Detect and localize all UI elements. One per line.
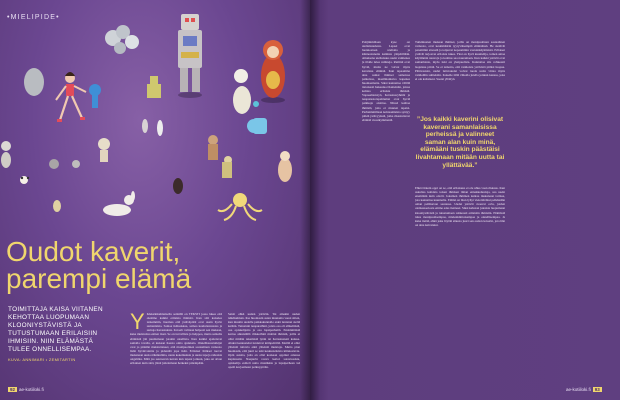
doll-figurine bbox=[56, 72, 86, 122]
folio-left bbox=[8, 387, 44, 392]
pull-quote: ”Jos kaikki kaverini olisivat kaverani samanlaisissa perheissä ja valinneet saman alan kuin minä, elämääni tuskin päästäisi livahtamaan mitään uutta tai yllättävää.” bbox=[415, 116, 505, 169]
robot-figurine bbox=[178, 14, 202, 92]
site-left: ae-kotiiloki.fi bbox=[19, 387, 44, 392]
page-number-right: 93 bbox=[594, 387, 600, 392]
body-column-4 bbox=[415, 40, 505, 112]
figurines-photo bbox=[0, 0, 310, 240]
octopus-figurine bbox=[218, 193, 262, 220]
folio-right bbox=[566, 387, 602, 392]
matryoshka-figurine bbox=[261, 40, 285, 98]
body-column-1 bbox=[130, 312, 222, 384]
body-column-3 bbox=[362, 40, 410, 384]
body-column-2 bbox=[228, 312, 300, 384]
site-right: ae-kotiiloki.fi bbox=[566, 387, 591, 392]
body-text-1: hdeksänkulmaisella seinällä on TEKSTI jossa lukee että olemme kaikki erilaisia ihmisiä. Kun sitä katselee tarkemmin, huomaa että ystäväpiirit ovat usein hyvin samanlaisia. Samaa ikäluokkaa, samaa koulutustaustaa ja samoja harrastuksia. Kaverit valitaan helposti sen mukaan, kuka muistuttaa eniten itseä. Se on turvallista ja helppoa, mutta samalla elämästä jää puuttumaan jotakin oleellista. Kun kaikki ajattelevat samalla tavalla, ei kukaan haasta omia ajatuksia. Onnellisuustutkijat ovat jo pitkään muistuttaneet, että monipuolinen sosiaalinen verkosto lisää hyvinvointia ja pidentää jopa ikää. Erilaiset ihmiset tuovat mukanaan uusia näkökulmia, uusia kokemuksia ja uusia tapoja ratkaista ongelmia. Mitä jos seuraavan kerran kun tapaat jonkun, joka on aivan erilainen kuin sinä, jäisit juttelemaan hetkeksi pidempään. bbox=[130, 312, 222, 366]
body-column-5 bbox=[415, 186, 505, 384]
body-text-4: Tutkimusten mukaan ihmiset, joilla on monipuolinen sosiaalinen verkosto, ovat keskimäärin tyytyväisempiä elämäänsä. He sietävät paremmin stressiä ja toipuvat nopeammin vastoinkäymisistä. Erilaiset ystävät tarjoavat erilaista tukea. Yksi on hyvä kuuntelija, toinen antaa käytännön neuvoja ja kolmas saa nauramaan. Kun kaikki ystävät ovat samanlaisia, myös tuki on yksipuolista. Kannattaa siis rohkeasti laajentaa piiriä. Se ei tarkoita, että vanhoista ystävistä pitäisi luopua. Päinvastoin, uudet tuttavuudet voivat tuoda uutta virtaa myös vanhoihin suhteisiin. Kokeile tällä viikolla jutella jonkun kanssa, joka ei ole kaltaisesi. Saatat yllättyä. bbox=[415, 40, 505, 81]
small-figurines bbox=[1, 68, 292, 216]
headline-line1: Oudot kaverit, bbox=[6, 236, 181, 267]
drop-cap: Y bbox=[130, 312, 145, 334]
headline bbox=[6, 238, 306, 292]
body-text-5: Ehkä tärkein oppi on se, että erilaisuus ei ole uhka vaan rikkaus. Kun uskaltaa kohdata toisen ihmisen ilman ennakkoluuloja, saa usein enemmän kuin odotti. Jokainen ihminen kantaa mukanaan tarinaa, jota kannattaa kuunnella. Elämä on liian lyhyt vietettäväksi pelkästään oman peilikuvan seurassa. Uudet ystävät avaavat ovia, joiden olemassaolosta emme edes tienneet. Siksi kehotan jokaista luopumaan klooniystävistä ja tutustumaan rohkeasti erilaisiin ihmisiin. Elämästä tulee monipuolisempaa, mielenkiintoisempaa ja onnellisempaa. Ja kuka tietää, ehkä joku löytää sinusta juuri sen oudon kaverin, jota hän on aina kaivannut. bbox=[415, 186, 505, 227]
page-number-left: 92 bbox=[10, 387, 16, 392]
body-text-3: Pohjimmiltaan kyse on uteliaisuudesta. Lapset ovat luonnostaan uteliaita ja kiinnostuneita kaikista ympärillään. Aikuisena uteliaisuus usein vaimenee ja tilalle tulee rutiineja. Rutiinit ovat hyviä, mutta ne voivat myös kaventaa elämää. Kun tapaamme aina samat ihmiset samoissa paikoissa, maailmankuva kapenee huomaamatta. Siksi kannattaa välillä tietoisesti hakeutua tilanteisiin, joissa kohtaa erilaisia ihmisiä. Vapaaehtoistyö, harrastusryhmät ja naapurustotapahtumat ovat hyviä paikkoja aloittaa. Niissä kohtaa ihmisiä, joita ei muuten tapaisi. Parhaimmillaan kohtaamisista syntyy pitkiä ystävyyksiä, jotka rikastuttavat elämää vuosikymmeniä. bbox=[362, 40, 410, 122]
section-label: •MIELIPIDE• bbox=[7, 14, 60, 21]
body-text-2: Saisit ehkä uuden ystävän. Tai ainakin uuden näkökulman. Itse huomasin asian muutama vuosi sitten, kun muutin uudelle paikkakunnalle enkä tuntenut sieltä ketään. Tutustuin naapureihini, joista osa oli eläkeläisiä, osa opiskelijoita ja osa lapsiperheitä. Ensimmäistä kertaa aikuisiällä viikkoihini mahtui ihmisiä, joilla ei ollut mitään tekemistä työni tai harrastusteni kanssa. Aluksi keskustelut tuntuivat kömpelöiltä. Meillä ei ollut yhteisiä tuttavia eikä yhteisiä muistoja. Mutta pian huomasin, että juuri se teki keskusteluista kiinnostavia. Opin asioita, joita en olisi koskaan oppinut omassa kuplassani. Naapurin rouva kertoi sotavuosista, opiskelija esitteli uutta musiikkia ja lapsiperheen isä opetti korjaamaan polkupyörän. bbox=[228, 312, 300, 370]
headline-line2: parempi elämä bbox=[6, 263, 192, 294]
silver-figurine bbox=[105, 25, 139, 54]
page-gutter bbox=[300, 0, 320, 400]
lead-text bbox=[8, 306, 116, 364]
byline: KUVA: ANNIMARI • ZEMITARTIN bbox=[8, 357, 76, 362]
lead-paragraph: TOIMITTAJA KAISA VIITANEN KEHOTTAA LUOPUMAAN KLOONIYSTÄVISTÄ JA TUTUSTUMAAN ERILAISIIN IHMISIIN. NIIN ELÄMÄSTÄ TULEE ONNELLISEMPAA. bbox=[8, 306, 103, 353]
